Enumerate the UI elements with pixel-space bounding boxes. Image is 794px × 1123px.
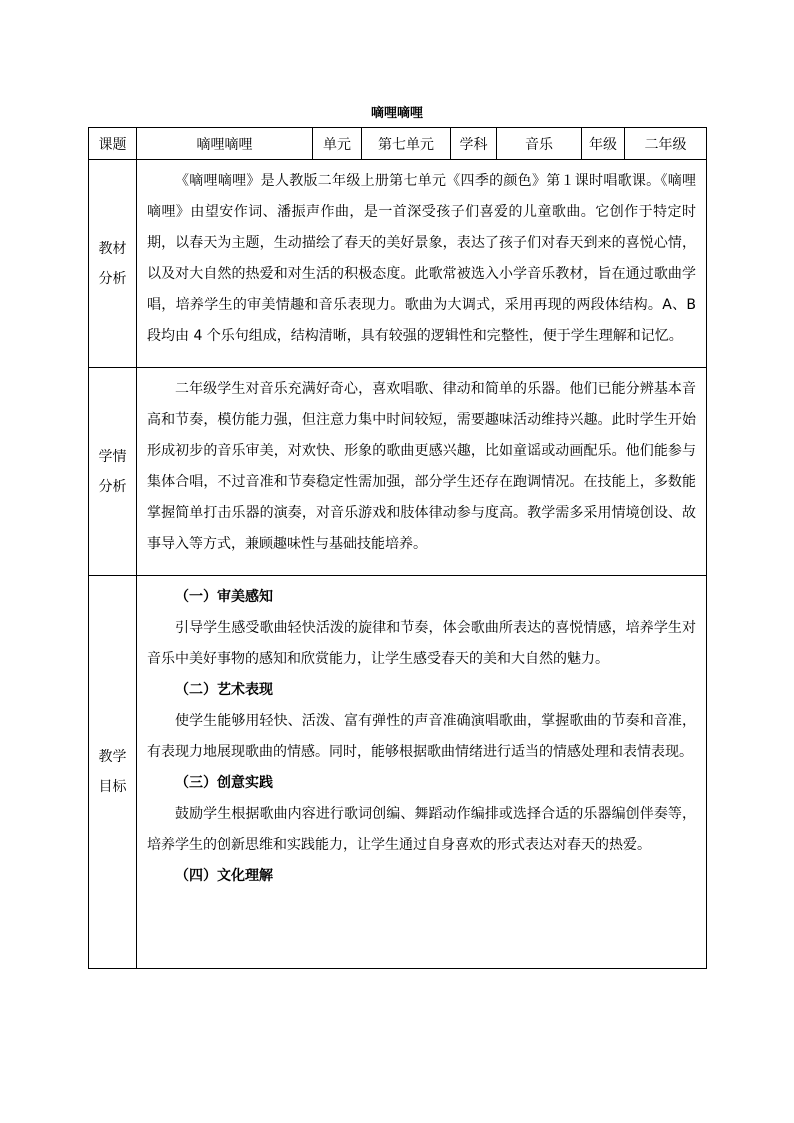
grade-value: 二年级 (625, 128, 707, 160)
material-analysis-label: 教材 分析 (89, 160, 137, 368)
goal-heading: （四）文化理解 (175, 868, 273, 884)
lesson-plan-table (88, 127, 707, 969)
student-analysis-row (89, 368, 707, 576)
document-title: 嘀哩嘀哩 (370, 106, 423, 121)
goal-text: 鼓励学生根据歌曲内容进行歌词创编、舞蹈动作编排或选择合适的乐器编创伴奏等，培养学生的创新思维和实践能力，让学生通过自身喜欢的形式表达对春天的热爱。 (147, 806, 696, 853)
goal-heading: （二）艺术表现 (175, 682, 273, 698)
material-analysis-content (137, 160, 707, 368)
goal-text: 使学生能够用轻快、活泼、富有弹性的声音准确演唱歌曲，掌握歌曲的节奏和音准，有表现力地展现歌曲的情感。同时，能够根据歌曲情绪进行适当的情感处理和表情表现。 (147, 713, 696, 760)
material-analysis-row (89, 160, 707, 368)
subject-label: 学科 (451, 128, 497, 160)
teaching-goals-label: 教学 目标 (89, 576, 137, 969)
student-analysis-label: 学情 分析 (89, 368, 137, 576)
unit-label: 单元 (313, 128, 362, 160)
student-analysis-content (137, 368, 707, 576)
header-row (89, 128, 707, 160)
teaching-goals-content (137, 576, 707, 969)
goal-text: 引导学生感受歌曲轻快活泼的旋律和节奏，体会歌曲所表达的喜悦情感，培养学生对音乐中美好事物的感知和欣赏能力，让学生感受春天的美和大自然的魅力。 (147, 620, 696, 667)
subject-value: 音乐 (497, 128, 582, 160)
grade-label: 年级 (582, 128, 625, 160)
goal-heading: （一）审美感知 (175, 589, 273, 605)
unit-value: 第七单元 (362, 128, 451, 160)
teaching-goals-row (89, 576, 707, 969)
student-analysis-text: 二年级学生对音乐充满好奇心，喜欢唱歌、律动和简单的乐器。他们已能分辨基本音高和节奏，模仿能力强，但注意力集中时间较短，需要趣味活动维持兴趣。此时学生开始形成初步的音乐审美，对欢快、形象的歌曲更感兴趣，比如童谣或动画配乐。他们能参与集体合唱，不过音准和节奏稳定性需加强，部分学生还存在跑调情况。在技能上，多数能掌握简单打击乐器的演奏，对音乐游戏和肢体律动参与度高。教学需多采用情境创设、故事导入等方式，兼顾趣味性与基础技能培养。 (147, 381, 696, 552)
material-analysis-text: 《嘀哩嘀哩》是人教版二年级上册第七单元《四季的颜色》第１课时唱歌课。《嘀哩嘀哩》由望安作词、潘振声作曲，是一首深受孩子们喜爱的儿童歌曲。它创作于特定时期，以春天为主题，生动描绘了春天的美好景象，表达了孩子们对春天到来的喜悦心情，以及对大自然的热爱和对生活的积极态度。此歌常被选入小学音乐教材，旨在通过歌曲学唱，培养学生的审美情趣和音乐表现力。歌曲为大调式，采用再现的两段体结构。A、B 段均由 4 个乐句组成，结构清晰，具有较强的逻辑性和完整性，便于学生理解和记忆。 (147, 173, 696, 344)
goal-heading: （三）创意实践 (175, 775, 273, 791)
lesson-label: 课题 (89, 128, 137, 160)
lesson-value: 嘀哩嘀哩 (137, 128, 313, 160)
